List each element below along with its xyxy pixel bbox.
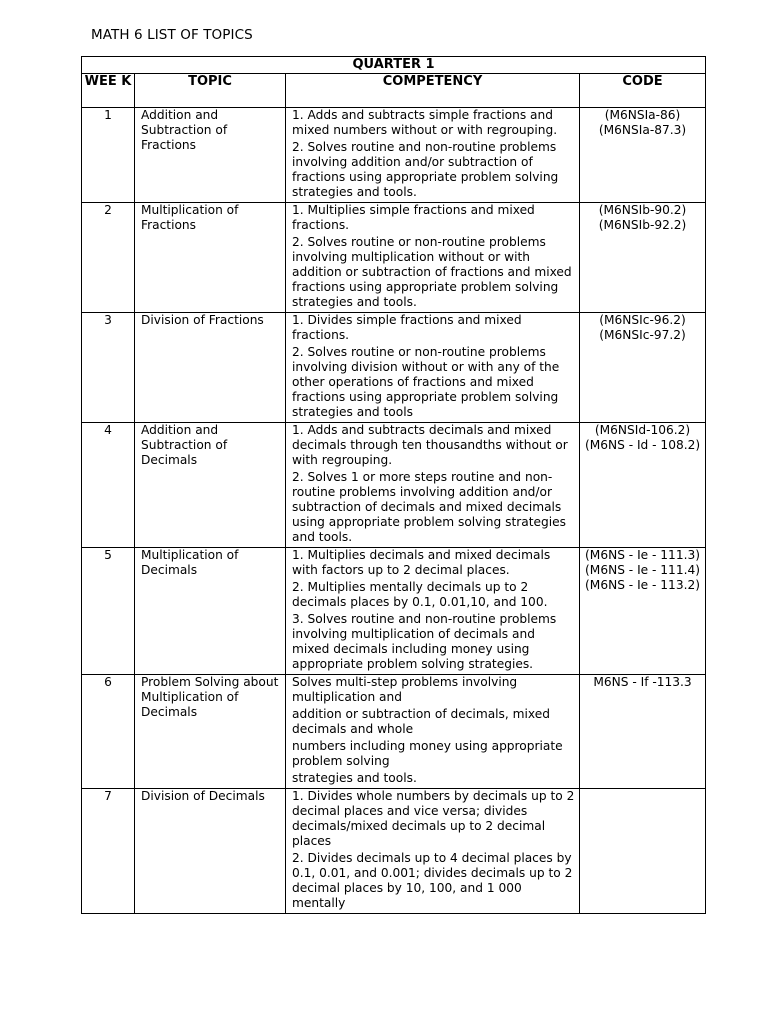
- competency-item: 2. Solves routine or non-routine problems involving division without or with any of the other operations of fractions and mixed fractions using appropriate problem solving strategies and tools: [292, 345, 560, 419]
- code-header: CODE: [580, 74, 706, 108]
- code-item: M6NS - If -113.3: [593, 675, 692, 689]
- topic-cell: Multiplication of Fractions: [135, 203, 286, 313]
- quarter-heading: QUARTER 1: [82, 57, 706, 74]
- competency-item: 1. Adds and subtracts simple fractions and mixed numbers without or with regrouping.: [292, 108, 558, 137]
- code-cell: [580, 313, 706, 423]
- week-cell: 6: [82, 675, 135, 789]
- competency-item: 1. Adds and subtracts decimals and mixed decimals through ten thousandths without or with regrouping.: [292, 423, 568, 467]
- table-row: [82, 675, 706, 789]
- table-row: [82, 423, 706, 548]
- competency-cell: [286, 313, 580, 423]
- code-cell: [580, 548, 706, 675]
- competency-item: addition or subtraction of decimals, mixed decimals and whole: [292, 707, 550, 736]
- topic-cell: Addition and Subtraction of Decimals: [135, 423, 286, 548]
- code-cell: [580, 675, 706, 789]
- topic-cell: Division of Fractions: [135, 313, 286, 423]
- topic-cell: Multiplication of Decimals: [135, 548, 286, 675]
- competency-item: 1. Divides whole numbers by decimals up to 2 decimal places and vice versa; divides decimals/mixed decimals up to 2 decimal places: [292, 789, 575, 848]
- competency-cell: [286, 789, 580, 914]
- topic-header: TOPIC: [135, 74, 286, 108]
- topic-cell: Addition and Subtraction of Fractions: [135, 108, 286, 203]
- code-item: (M6NS - Ie - 111.4): [585, 563, 700, 577]
- code-item: (M6NS - Ie - 113.2): [585, 578, 700, 592]
- code-item: (M6NSIa-87.3): [598, 123, 687, 137]
- competency-cell: [286, 203, 580, 313]
- code-item: (M6NSId-106.2): [594, 423, 691, 437]
- header-row: [82, 74, 706, 108]
- competency-item: strategies and tools.: [292, 771, 417, 785]
- week-cell: 1: [82, 108, 135, 203]
- week-cell: 4: [82, 423, 135, 548]
- week-cell: 3: [82, 313, 135, 423]
- competency-item: 3. Solves routine and non-routine problems involving multiplication of decimals and mixed decimals including money using appropriate problem solving strategies.: [292, 612, 557, 671]
- week-cell: 7: [82, 789, 135, 914]
- code-cell: [580, 789, 706, 914]
- competency-item: numbers including money using appropriate problem solving: [292, 739, 563, 768]
- code-cell: [580, 423, 706, 548]
- competency-item: 2. Solves 1 or more steps routine and non-routine problems involving addition and/or subtraction of decimals and mixed decimals using appropriate problem solving strategies and tools.: [292, 470, 566, 544]
- competency-cell: [286, 548, 580, 675]
- code-item: (M6NSIb-90.2): [598, 203, 687, 217]
- code-item: (M6NSIc-96.2): [599, 313, 686, 327]
- competency-cell: [286, 675, 580, 789]
- code-cell: [580, 203, 706, 313]
- competency-item: Solves multi-step problems involving multiplication and: [292, 675, 518, 704]
- code-item: (M6NSIc-97.2): [599, 328, 686, 342]
- code-item: (M6NS - Id - 108.2): [584, 438, 701, 452]
- topic-cell: Problem Solving about Multiplication of Decimals: [135, 675, 286, 789]
- table-row: [82, 548, 706, 675]
- code-cell: [580, 108, 706, 203]
- document-title: MATH 6 LIST OF TOPICS: [91, 27, 253, 43]
- quarter-row: [82, 57, 706, 74]
- competency-item: 1. Multiplies decimals and mixed decimals with factors up to 2 decimal places.: [292, 548, 551, 577]
- competency-item: 2. Multiplies mentally decimals up to 2 decimals places by 0.1, 0.01,10, and 100.: [292, 580, 548, 609]
- topic-cell: Division of Decimals: [135, 789, 286, 914]
- competency-item: 1. Divides simple fractions and mixed fractions.: [292, 313, 522, 342]
- table-row: [82, 203, 706, 313]
- code-item: (M6NS - Ie - 111.3): [585, 548, 700, 562]
- table-row: [82, 789, 706, 914]
- competency-item: 2. Solves routine or non-routine problems involving multiplication without or with addition or subtraction of fractions and mixed fractions using appropriate problem solving strategies and tools.: [292, 235, 572, 309]
- table-row: [82, 108, 706, 203]
- week-cell: 2: [82, 203, 135, 313]
- competency-cell: [286, 108, 580, 203]
- topics-table: [81, 56, 706, 914]
- competency-item: 1. Multiplies simple fractions and mixed fractions.: [292, 203, 535, 232]
- week-header: WEE K: [82, 74, 135, 108]
- week-cell: 5: [82, 548, 135, 675]
- competency-item: 2. Solves routine and non-routine problems involving addition and/or subtraction of fractions using appropriate problem solving strategies and tools.: [292, 140, 559, 199]
- competency-item: 2. Divides decimals up to 4 decimal places by 0.1, 0.01, and 0.001; divides decimals up to 2 decimal places by 10, 100, and 1 000 mentally: [292, 851, 573, 910]
- code-item: (M6NSIa-86): [604, 108, 681, 122]
- table-body: [82, 108, 706, 914]
- table-row: [82, 313, 706, 423]
- competency-cell: [286, 423, 580, 548]
- competency-header: COMPETENCY: [286, 74, 580, 108]
- code-item: (M6NSIb-92.2): [598, 218, 687, 232]
